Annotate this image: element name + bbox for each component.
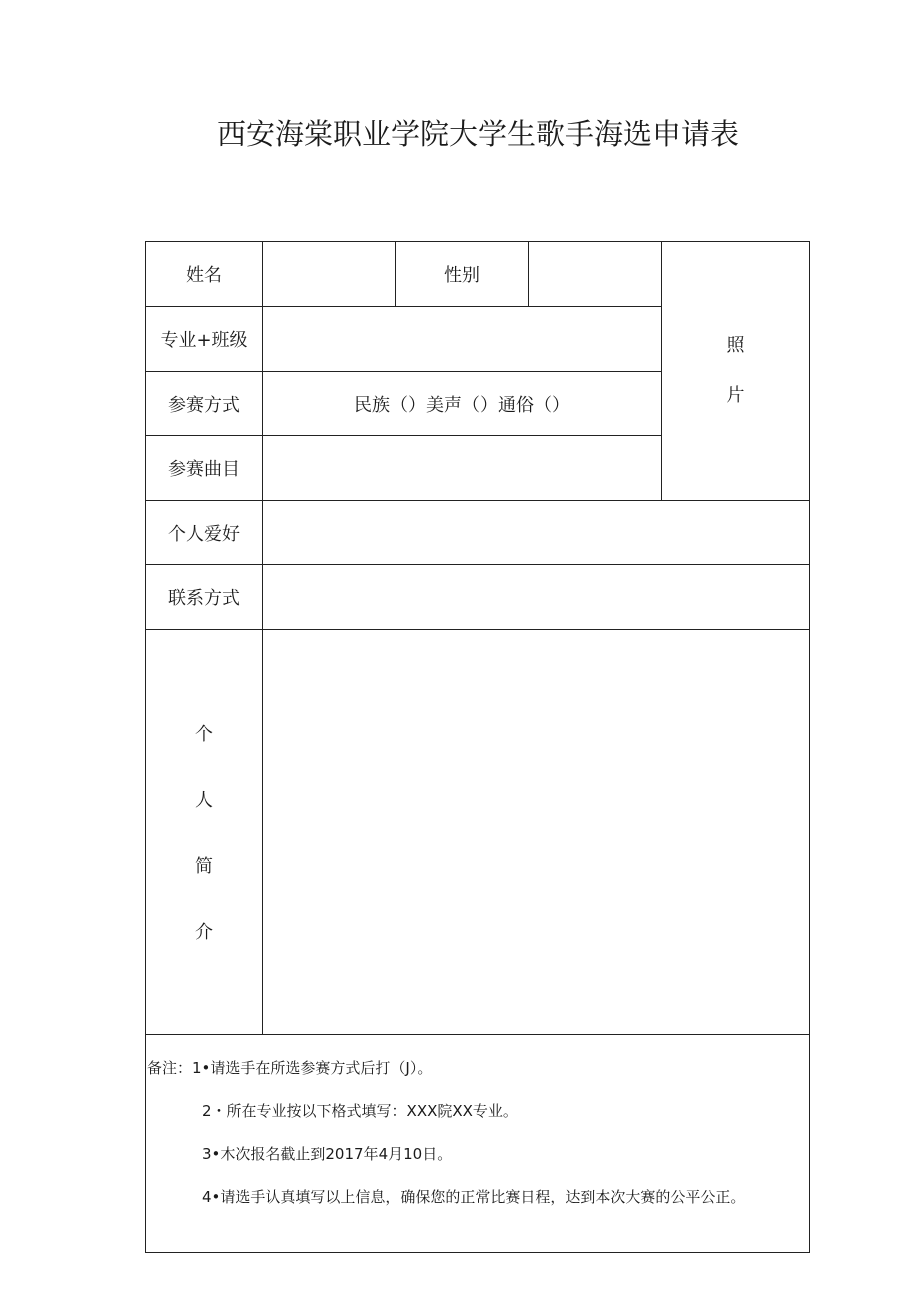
photo-label-2: 片 bbox=[726, 385, 745, 406]
photo-label-1: 照 bbox=[726, 335, 745, 356]
gender-field[interactable] bbox=[529, 242, 662, 307]
intro-char-4: 介 bbox=[195, 922, 213, 943]
contact-field[interactable] bbox=[263, 565, 810, 630]
song-label: 参赛曲目 bbox=[146, 436, 263, 501]
name-label: 姓名 bbox=[146, 242, 263, 307]
hobby-label: 个人爱好 bbox=[146, 501, 263, 565]
application-form bbox=[145, 241, 810, 1253]
contact-label: 联系方式 bbox=[146, 565, 263, 630]
notes-section bbox=[146, 1035, 810, 1253]
note-line-3: 3•木次报名截止到2017年4月10日。 bbox=[202, 1145, 453, 1163]
song-field[interactable] bbox=[263, 436, 662, 501]
intro-char-2: 人 bbox=[195, 790, 213, 811]
gender-label: 性别 bbox=[396, 242, 529, 307]
intro-char-1: 个 bbox=[195, 724, 213, 745]
note-line-1: 备注：1•请选手在所选参赛方式后打（J）。 bbox=[147, 1059, 433, 1077]
name-field[interactable] bbox=[263, 242, 396, 307]
note-line-2: 2・所在专业按以下格式填写：XXX院XX专业。 bbox=[202, 1102, 518, 1120]
note-line-4: 4•请选手认真填写以上信息，确保您的正常比赛日程，达到本次大赛的公平公正。 bbox=[202, 1188, 746, 1206]
mode-options[interactable]: 民族（）美声（）通俗（） bbox=[263, 372, 662, 436]
hobby-field[interactable] bbox=[263, 501, 810, 565]
major-class-field[interactable] bbox=[263, 307, 662, 372]
mode-label: 参赛方式 bbox=[146, 372, 263, 436]
major-class-label: 专业+班级 bbox=[146, 307, 263, 372]
intro-label bbox=[146, 630, 263, 1035]
photo-box[interactable] bbox=[662, 242, 810, 501]
intro-field[interactable] bbox=[263, 630, 810, 1035]
page-title: 西安海棠职业学院大学生歌手海选申请表 bbox=[216, 117, 739, 151]
intro-char-3: 简 bbox=[195, 856, 213, 877]
